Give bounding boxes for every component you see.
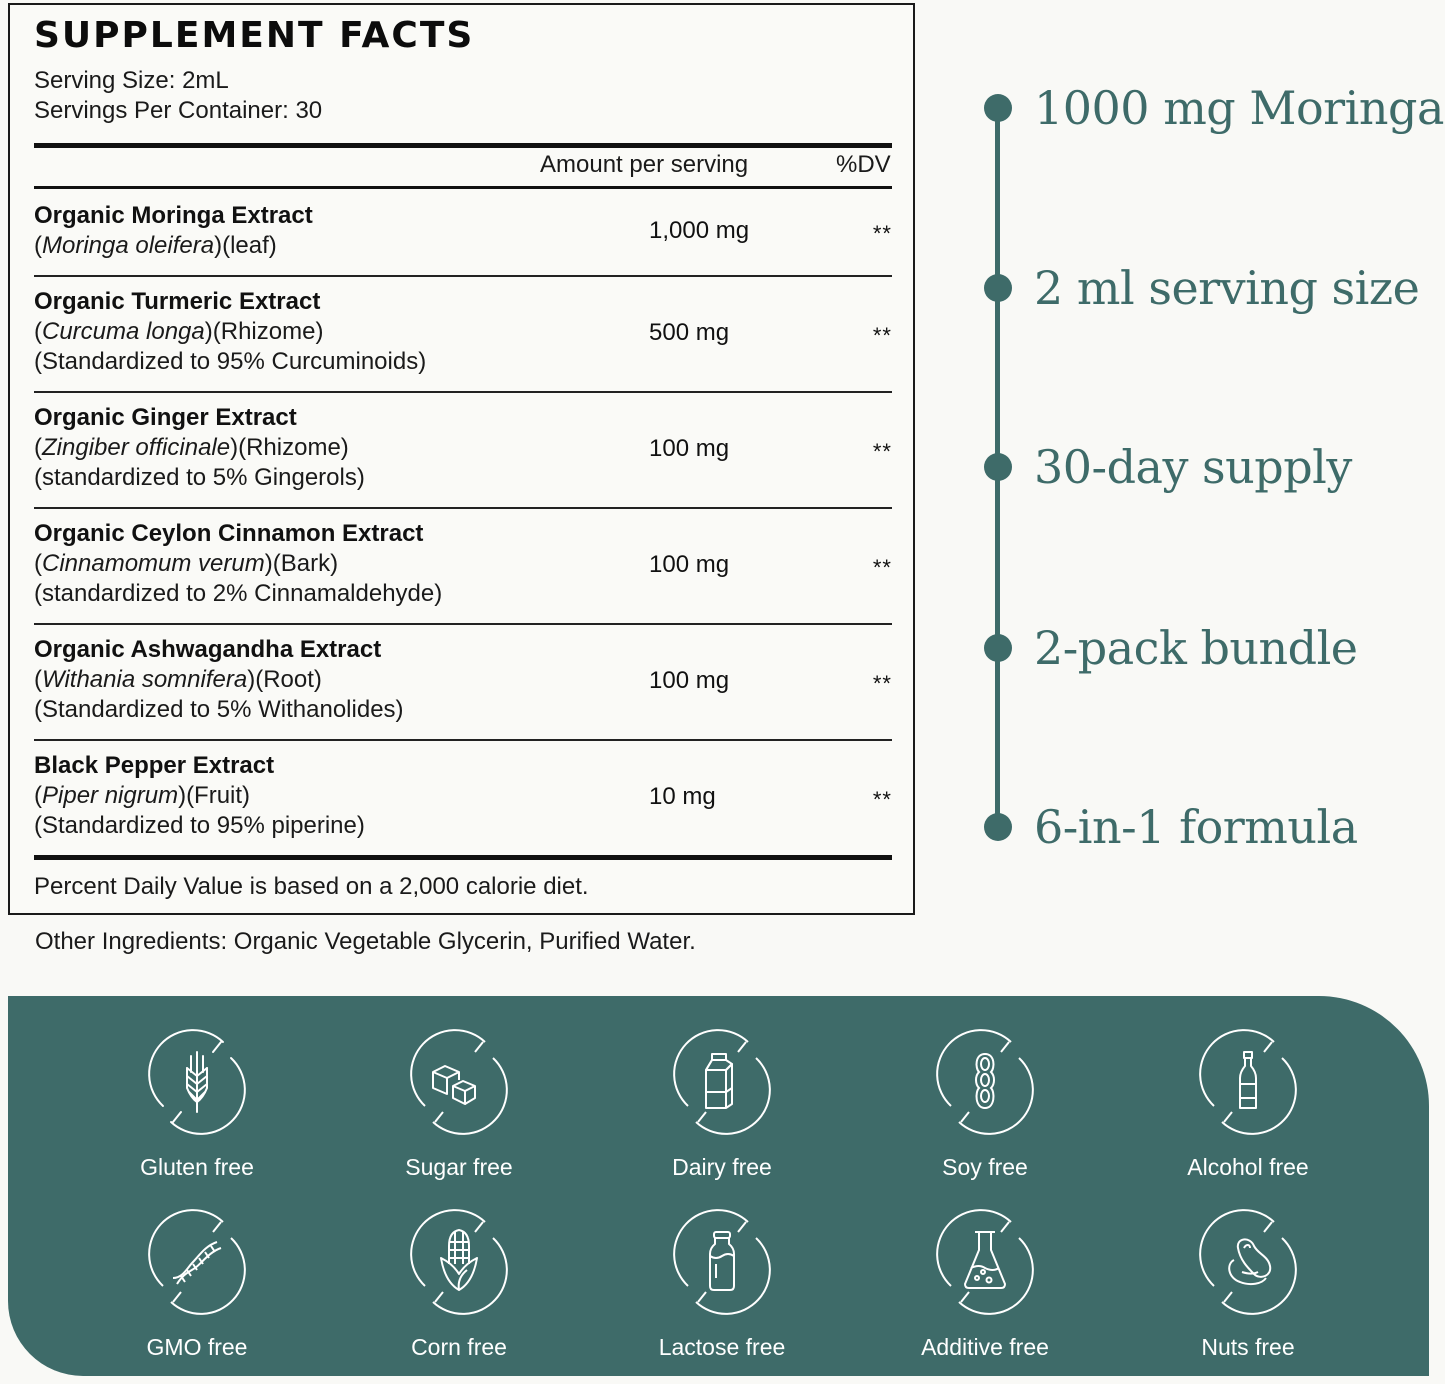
ingredient-row [34, 635, 892, 725]
highlight-item [984, 258, 1419, 318]
badge-alcohol-free [1158, 1028, 1338, 1181]
ingredient-dv: ** [872, 439, 892, 464]
latin-name: Withania somnifera [42, 666, 248, 693]
latin-name: Zingiber officinale [42, 434, 231, 461]
badge-nuts-free [1158, 1208, 1338, 1361]
ingredient-source: (Zingiber officinale)(Rhizome) [34, 434, 349, 461]
ingredient-amount: 100 mg [649, 435, 730, 462]
ingredient-dv: ** [872, 671, 892, 696]
ingredient-amount: 100 mg [649, 667, 730, 694]
bottle-icon [1194, 1028, 1302, 1136]
badge-dairy-free [632, 1028, 812, 1181]
ingredient-row [34, 201, 892, 261]
badge-label: Dairy free [672, 1154, 772, 1180]
ingredient-name: Organic Ginger Extract [34, 404, 297, 431]
ingredient-name: Black Pepper Extract [34, 752, 275, 779]
ingredient-standardization: (Standardized to 95% piperine) [34, 812, 365, 839]
ingredient-dv: ** [872, 555, 892, 580]
highlight-item [984, 78, 1444, 138]
header-rule-bottom [34, 186, 892, 189]
badge-lactose-free [632, 1208, 812, 1361]
column-dv-header: %DV [836, 151, 891, 178]
cashew-icon [1194, 1208, 1302, 1316]
plant-part: (Root) [255, 666, 322, 693]
servings-per-container: Servings Per Container: 30 [34, 97, 323, 124]
sugar-cubes-icon [405, 1028, 513, 1136]
timeline-dot-icon [984, 634, 1012, 662]
ingredient-standardization: (standardized to 5% Gingerols) [34, 464, 365, 491]
badge-corn-free [369, 1208, 549, 1361]
row-divider [34, 391, 892, 393]
ingredient-amount: 100 mg [649, 551, 730, 578]
plant-part: (Rhizome) [238, 434, 349, 461]
ingredient-dv: ** [872, 323, 892, 348]
row-divider [34, 507, 892, 509]
ingredient-name: Organic Moringa Extract [34, 202, 313, 229]
dna-icon [143, 1208, 251, 1316]
plant-part: (Bark) [272, 550, 339, 577]
corn-icon [405, 1208, 513, 1316]
badge-gmo-free [107, 1208, 287, 1361]
badge-sugar-free [369, 1028, 549, 1181]
highlight-text: 6-in-1 formula [1034, 800, 1358, 854]
ingredient-dv: ** [872, 787, 892, 812]
milk-carton-icon [668, 1028, 776, 1136]
ingredient-amount: 1,000 mg [649, 217, 750, 244]
timeline-dot-icon [984, 813, 1012, 841]
ingredient-source: (Withania somnifera)(Root) [34, 666, 322, 693]
free-from-panel [8, 996, 1429, 1376]
highlight-item [984, 437, 1352, 497]
timeline-dot-icon [984, 453, 1012, 481]
ingredient-name: Organic Ashwagandha Extract [34, 636, 382, 663]
plant-part: (Fruit) [186, 782, 251, 809]
wheat-icon [143, 1028, 251, 1136]
highlight-text: 2 ml serving size [1034, 261, 1420, 315]
plant-part: (Rhizome) [212, 318, 324, 345]
highlight-text: 1000 mg Moringa [1034, 81, 1444, 135]
latin-name: Piper nigrum [42, 782, 179, 809]
badge-additive-free [895, 1208, 1075, 1361]
ingredient-source: (Moringa oleifera)(leaf) [34, 232, 277, 259]
ingredient-row [34, 287, 892, 377]
badge-label: GMO free [146, 1334, 248, 1360]
latin-name: Curcuma longa [42, 318, 205, 345]
row-divider [34, 275, 892, 277]
badge-label: Lactose free [658, 1334, 786, 1360]
ingredient-source: (Cinnamomum verum)(Bark) [34, 550, 339, 577]
ingredient-standardization: (standardized to 2% Cinnamaldehyde) [34, 580, 443, 607]
latin-name: Moringa oleifera [42, 232, 215, 259]
column-amount-header: Amount per serving [540, 151, 749, 178]
ingredient-dv: ** [872, 221, 892, 246]
ingredient-row [34, 519, 892, 609]
soybean-icon [931, 1028, 1039, 1136]
badge-label: Additive free [921, 1334, 1049, 1360]
supplement-facts-panel [8, 3, 915, 915]
timeline-dot-icon [984, 94, 1012, 122]
serving-size: Serving Size: 2mL [34, 67, 229, 94]
row-divider [34, 739, 892, 741]
ingredient-row [34, 403, 892, 493]
ingredient-name: Organic Ceylon Cinnamon Extract [34, 520, 424, 547]
header-rule-top [34, 143, 892, 148]
badge-label: Nuts free [1201, 1334, 1295, 1360]
highlight-item [984, 797, 1358, 857]
ingredient-source: (Piper nigrum)(Fruit) [34, 782, 251, 809]
ingredient-source: (Curcuma longa)(Rhizome) [34, 318, 324, 345]
ingredient-standardization: (Standardized to 5% Withanolides) [34, 696, 404, 723]
ingredient-amount: 500 mg [649, 319, 730, 346]
highlight-text: 2-pack bundle [1034, 621, 1358, 675]
highlight-text: 30-day supply [1034, 440, 1352, 494]
other-ingredients: Other Ingredients: Organic Vegetable Glycerin, Purified Water. [35, 928, 696, 955]
ingredient-name: Organic Turmeric Extract [34, 288, 321, 315]
plant-part: (leaf) [222, 232, 277, 259]
row-divider [34, 623, 892, 625]
badge-label: Alcohol free [1187, 1154, 1309, 1180]
badge-gluten-free [107, 1028, 287, 1181]
ingredient-amount: 10 mg [649, 783, 716, 810]
highlight-item [984, 618, 1358, 678]
badge-label: Corn free [411, 1334, 507, 1360]
ingredient-standardization: (Standardized to 95% Curcuminoids) [34, 348, 427, 375]
milk-bottle-icon [668, 1208, 776, 1316]
footer-rule [34, 855, 892, 860]
dv-footnote: Percent Daily Value is based on a 2,000 calorie diet. [34, 873, 589, 900]
badge-label: Gluten free [140, 1154, 254, 1180]
timeline-dot-icon [984, 274, 1012, 302]
latin-name: Cinnamomum verum [42, 550, 265, 577]
badge-soy-free [895, 1028, 1075, 1181]
facts-title: SUPPLEMENT FACTS [34, 15, 475, 56]
flask-icon [931, 1208, 1039, 1316]
badge-label: Soy free [942, 1154, 1028, 1180]
ingredient-row [34, 751, 892, 841]
badge-label: Sugar free [405, 1154, 513, 1180]
